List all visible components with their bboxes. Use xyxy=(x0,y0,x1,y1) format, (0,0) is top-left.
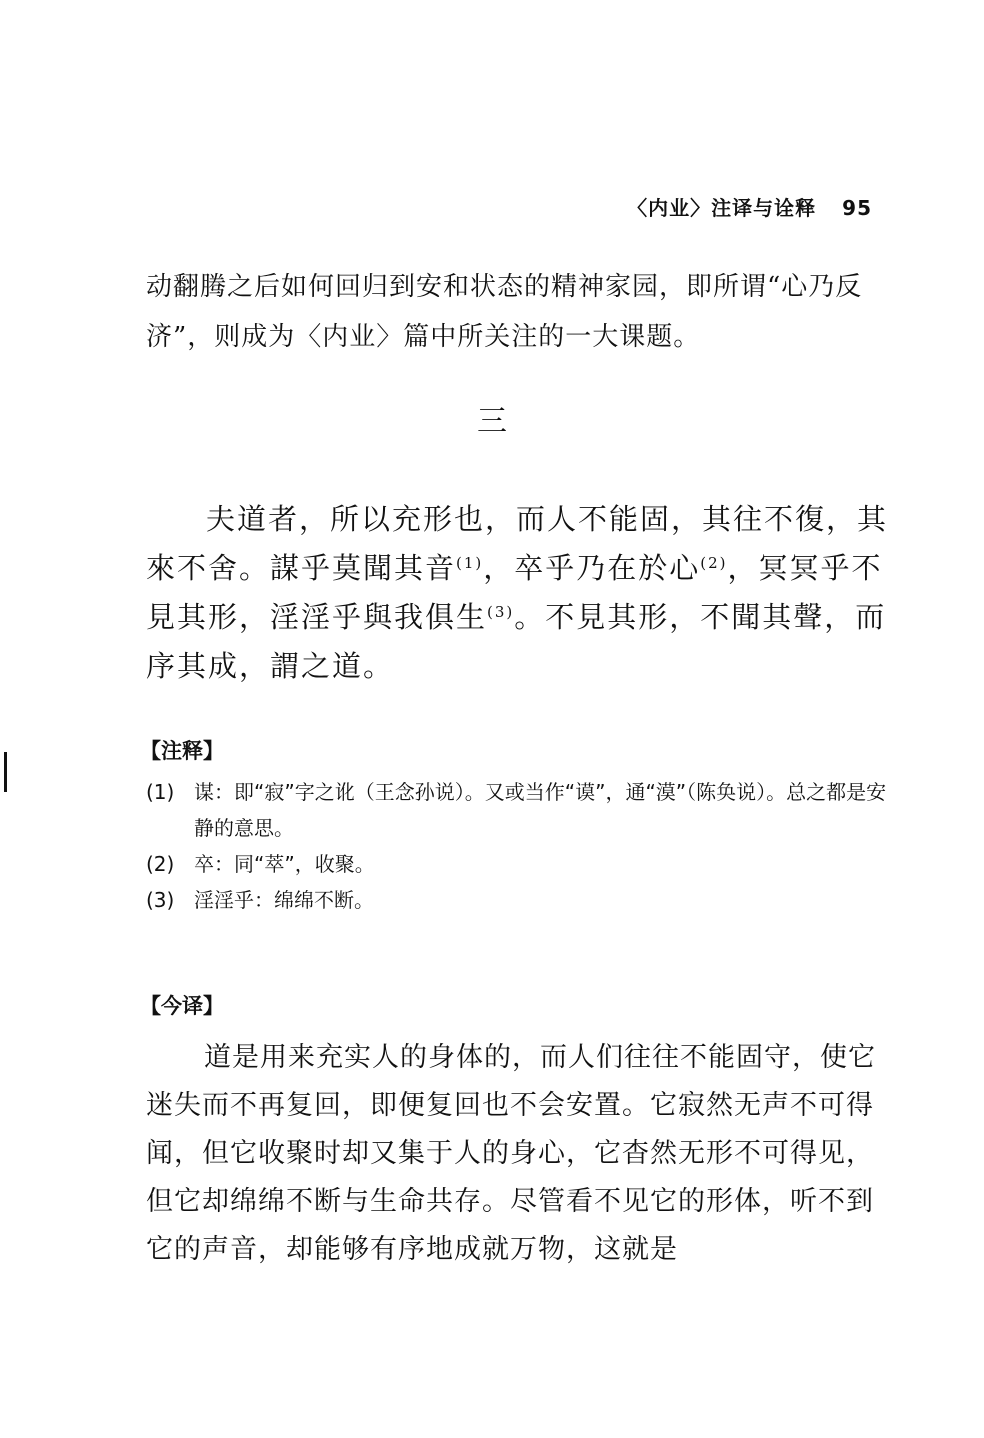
continuation-paragraph: 动翻腾之后如何回归到安和状态的精神家园，即所谓“心乃反济”，则成为〈内业〉篇中所关注的一大课题。 xyxy=(146,272,863,352)
note-item xyxy=(146,846,890,882)
note-text: 淫淫乎：绵绵不断。 xyxy=(194,888,374,912)
running-header xyxy=(627,192,872,221)
classical-text-segment: ，冥冥乎不見其形，淫淫乎與我俱生 xyxy=(146,551,883,634)
notes-list xyxy=(146,774,890,918)
scan-margin-mark xyxy=(4,752,7,792)
note-ref-2: (2) xyxy=(700,554,728,572)
note-number: (1) xyxy=(146,780,175,804)
translation-text: 道是用来充实人的身体的，而人们往往不能固守，使它迷失而不再复回，即便复回也不会安置。它寂然无声不可得闻，但它收聚时却又集于人的身心，它杳然无形不可得见，但它却绵绵不断与生命共存。尽管看不见它的形体，听不到它的声音，却能够有序地成就万物，这就是 xyxy=(146,1042,876,1265)
classical-text-segment: 。不見其形，不聞其聲，而序其成，謂之道。 xyxy=(146,600,887,683)
classical-text xyxy=(146,495,890,691)
note-text: 谋：即“寂”字之讹（王念孙说）。又或当作“谟”，通“漠”（陈奂说）。总之都是安静的意思。 xyxy=(194,780,887,840)
note-ref-3: (3) xyxy=(487,603,515,621)
classical-text-segment: 夫道者，所以充形也，而人不能固，其往不復，其來不舍。謀乎莫聞其音 xyxy=(146,502,889,585)
classical-text-segment: ，卒乎乃在於心 xyxy=(483,551,701,585)
translation-heading: 【今译】 xyxy=(140,994,224,1018)
section-number: 三 xyxy=(477,404,507,439)
note-text: 卒：同“萃”，收聚。 xyxy=(194,852,375,876)
note-ref-1: (1) xyxy=(456,554,484,572)
notes-heading: 【注释】 xyxy=(140,739,224,763)
note-item xyxy=(146,774,890,846)
note-number: (3) xyxy=(146,888,175,912)
note-item xyxy=(146,882,890,918)
note-number: (2) xyxy=(146,852,175,876)
page-number: 95 xyxy=(842,196,872,220)
running-header-title: 〈内业〉注译与诠释 xyxy=(627,196,817,220)
